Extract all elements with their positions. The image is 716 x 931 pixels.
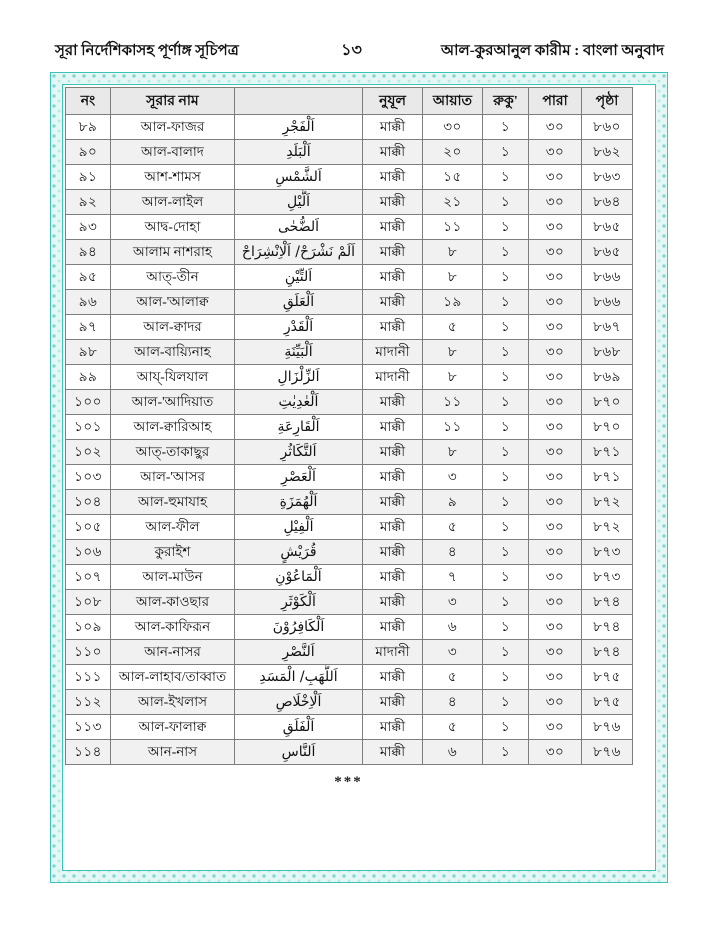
ruku-count-cell: ১ — [483, 615, 529, 640]
ruku-count-cell: ১ — [483, 290, 529, 315]
para-number-cell: ৩০ — [529, 515, 582, 540]
surah-name-bn-cell: আল-ক্বাদর — [111, 315, 235, 340]
table-row — [66, 290, 633, 315]
table-row — [66, 590, 633, 615]
ayat-count-cell: ৫ — [423, 515, 483, 540]
header-surah-name: সূরার নাম — [111, 88, 235, 115]
ruku-count-cell: ১ — [483, 515, 529, 540]
para-number-cell: ৩০ — [529, 540, 582, 565]
surah-name-bn-cell: আল-বালাদ — [111, 140, 235, 165]
surah-index-table — [65, 87, 633, 765]
surah-name-bn-cell: আল-'আলাক্ব — [111, 290, 235, 315]
para-number-cell: ৩০ — [529, 715, 582, 740]
header-page-number: পৃষ্ঠা — [582, 88, 633, 115]
revelation-place-cell: মাক্কী — [363, 540, 423, 565]
surah-number-cell: ১০৬ — [66, 540, 111, 565]
page-number-cell: ৮৬৬ — [582, 290, 633, 315]
table-row — [66, 515, 633, 540]
surah-number-cell: ৮৯ — [66, 115, 111, 140]
revelation-place-cell: মাক্কী — [363, 590, 423, 615]
header-para-number: পারা — [529, 88, 582, 115]
table-row — [66, 490, 633, 515]
page-number-cell: ৮৭৫ — [582, 665, 633, 690]
revelation-place-cell: মাক্কী — [363, 215, 423, 240]
ruku-count-cell: ১ — [483, 165, 529, 190]
surah-name-ar-cell: اَلْقَارِعَةِ — [235, 415, 363, 440]
surah-name-ar-cell: اَلْهُمَزَةِ — [235, 490, 363, 515]
para-number-cell: ৩০ — [529, 365, 582, 390]
page-number-cell: ৮৬৫ — [582, 240, 633, 265]
ayat-count-cell: ২০ — [423, 140, 483, 165]
surah-number-cell: ৯২ — [66, 190, 111, 215]
surah-name-bn-cell: কুরাইশ — [111, 540, 235, 565]
surah-name-bn-cell: আশ-শামস — [111, 165, 235, 190]
page-number-cell: ৮৬৩ — [582, 165, 633, 190]
revelation-place-cell: মাক্কী — [363, 240, 423, 265]
surah-name-bn-cell: আল-ফালাক্ব — [111, 715, 235, 740]
ruku-count-cell: ১ — [483, 740, 529, 765]
ayat-count-cell: ২১ — [423, 190, 483, 215]
para-number-cell: ৩০ — [529, 665, 582, 690]
ayat-count-cell: ৯ — [423, 490, 483, 515]
ruku-count-cell: ১ — [483, 265, 529, 290]
revelation-place-cell: মাক্কী — [363, 565, 423, 590]
header-ruku-count: রুকু' — [483, 88, 529, 115]
surah-name-bn-cell: আল-ফীল — [111, 515, 235, 540]
surah-name-bn-cell: আল-'আসর — [111, 465, 235, 490]
surah-number-cell: ১০১ — [66, 415, 111, 440]
revelation-place-cell: মাক্কী — [363, 265, 423, 290]
surah-number-cell: ৯৭ — [66, 315, 111, 340]
table-row — [66, 540, 633, 565]
surah-number-cell: ১০৪ — [66, 490, 111, 515]
table-row — [66, 690, 633, 715]
surah-name-bn-cell: আল-ইখলাস — [111, 690, 235, 715]
page-number-cell: ৮৭৪ — [582, 640, 633, 665]
table-row — [66, 265, 633, 290]
para-number-cell: ৩০ — [529, 340, 582, 365]
surah-name-bn-cell: আল-ক্বারিআহ — [111, 415, 235, 440]
surah-name-ar-cell: اَلْمَاعُوْنِ — [235, 565, 363, 590]
ayat-count-cell: ১১ — [423, 390, 483, 415]
surah-name-ar-cell: اَلَمْ نَشْرَحْ/ اَلْاِنْشِرَاحْ — [235, 240, 363, 265]
table-row — [66, 665, 633, 690]
table-row — [66, 115, 633, 140]
revelation-place-cell: মাক্কী — [363, 315, 423, 340]
para-number-cell: ৩০ — [529, 315, 582, 340]
page-number-cell: ৮৭৬ — [582, 715, 633, 740]
ayat-count-cell: ১৫ — [423, 165, 483, 190]
surah-number-cell: ১১৩ — [66, 715, 111, 740]
revelation-place-cell: মাক্কী — [363, 390, 423, 415]
ruku-count-cell: ১ — [483, 190, 529, 215]
ayat-count-cell: ১৯ — [423, 290, 483, 315]
surah-number-cell: ১০৫ — [66, 515, 111, 540]
ayat-count-cell: ১১ — [423, 215, 483, 240]
table-row — [66, 740, 633, 765]
header-ayat-count: আয়াত — [423, 88, 483, 115]
surah-name-bn-cell: আত্-তীন — [111, 265, 235, 290]
surah-number-cell: ৯৮ — [66, 340, 111, 365]
surah-name-bn-cell: আল-কাওছার — [111, 590, 235, 615]
surah-name-bn-cell: আল-লাইল — [111, 190, 235, 215]
running-head-left-title: সূরা নির্দেশিকাসহ পূর্ণাঙ্গ সূচিপত্র — [55, 43, 239, 59]
running-head-right-title: আল-কুরআনুল কারীম : বাংলা অনুবাদ — [441, 43, 664, 59]
revelation-place-cell: মাক্কী — [363, 415, 423, 440]
surah-number-cell: ৯৫ — [66, 265, 111, 290]
page-number-cell: ৮৬৭ — [582, 315, 633, 340]
para-number-cell: ৩০ — [529, 265, 582, 290]
surah-number-cell: ১১১ — [66, 665, 111, 690]
surah-number-cell: ৯১ — [66, 165, 111, 190]
surah-name-ar-cell: اَلنَّصْرِ — [235, 640, 363, 665]
ayat-count-cell: ৩ — [423, 465, 483, 490]
revelation-place-cell: মাদানী — [363, 340, 423, 365]
para-number-cell: ৩০ — [529, 590, 582, 615]
page-number: ১৩ — [341, 42, 362, 59]
surah-name-ar-cell: اَلَّيْلِ — [235, 190, 363, 215]
surah-name-ar-cell: اَلْاِخْلَاصِ — [235, 690, 363, 715]
surah-name-bn-cell: আত্-তাকাছুর — [111, 440, 235, 465]
table-row — [66, 390, 633, 415]
table-header-row — [66, 88, 633, 115]
para-number-cell: ৩০ — [529, 740, 582, 765]
ruku-count-cell: ১ — [483, 565, 529, 590]
para-number-cell: ৩০ — [529, 440, 582, 465]
surah-name-ar-cell: اَللَّهَبِ/ الْمَسَدِ — [235, 665, 363, 690]
surah-number-cell: ১০৭ — [66, 565, 111, 590]
table-row — [66, 440, 633, 465]
surah-name-ar-cell: اَلْكَافِرُوْنَ — [235, 615, 363, 640]
ayat-count-cell: ৩০ — [423, 115, 483, 140]
revelation-place-cell: মাক্কী — [363, 290, 423, 315]
surah-name-bn-cell: আল-লাহাব/তাব্বাত — [111, 665, 235, 690]
surah-name-ar-cell: اَلْفَلَقِ — [235, 715, 363, 740]
surah-number-cell: ১০৮ — [66, 590, 111, 615]
page-number-cell: ৮৬৫ — [582, 215, 633, 240]
para-number-cell: ৩০ — [529, 690, 582, 715]
surah-number-cell: ৯৩ — [66, 215, 111, 240]
page-number-cell: ৮৭২ — [582, 490, 633, 515]
surah-name-ar-cell: اَلضُّحٰى — [235, 215, 363, 240]
ruku-count-cell: ১ — [483, 440, 529, 465]
revelation-place-cell: মাক্কী — [363, 690, 423, 715]
surah-name-ar-cell: اَلْقَدْرِ — [235, 315, 363, 340]
surah-number-cell: ১১৪ — [66, 740, 111, 765]
surah-name-bn-cell: আন-নাসর — [111, 640, 235, 665]
para-number-cell: ৩০ — [529, 240, 582, 265]
ayat-count-cell: ১১ — [423, 415, 483, 440]
page-number-cell: ৮৭২ — [582, 515, 633, 540]
revelation-place-cell: মাক্কী — [363, 115, 423, 140]
para-number-cell: ৩০ — [529, 490, 582, 515]
surah-name-bn-cell: আলাম নাশরাহ — [111, 240, 235, 265]
para-number-cell: ৩০ — [529, 390, 582, 415]
para-number-cell: ৩০ — [529, 140, 582, 165]
page-number-cell: ৮৬০ — [582, 115, 633, 140]
surah-name-bn-cell: আল-হুমাযাহ — [111, 490, 235, 515]
para-number-cell: ৩০ — [529, 290, 582, 315]
page-number-cell: ৮৭৪ — [582, 615, 633, 640]
surah-number-cell: ১০৯ — [66, 615, 111, 640]
surah-name-bn-cell: আল-মাউন — [111, 565, 235, 590]
ayat-count-cell: ৪ — [423, 540, 483, 565]
revelation-place-cell: মাক্কী — [363, 140, 423, 165]
para-number-cell: ৩০ — [529, 165, 582, 190]
ayat-count-cell: ৮ — [423, 265, 483, 290]
ruku-count-cell: ১ — [483, 215, 529, 240]
revelation-place-cell: মাক্কী — [363, 715, 423, 740]
revelation-place-cell: মাদানী — [363, 365, 423, 390]
surah-number-cell: ১১২ — [66, 690, 111, 715]
section-end-mark: *** — [334, 774, 363, 790]
page-number-cell: ৮৭০ — [582, 390, 633, 415]
page-number-cell: ৮৭১ — [582, 465, 633, 490]
page-number-cell: ৮৭৩ — [582, 540, 633, 565]
surah-name-bn-cell: আদ্ব-দোহা — [111, 215, 235, 240]
ruku-count-cell: ১ — [483, 240, 529, 265]
para-number-cell: ৩০ — [529, 190, 582, 215]
surah-index-content — [65, 87, 632, 791]
surah-name-ar-cell: اَلْفِيْلِ — [235, 515, 363, 540]
ruku-count-cell: ১ — [483, 315, 529, 340]
surah-name-ar-cell: اَلْعَصْرِ — [235, 465, 363, 490]
page-number-cell: ৮৬৯ — [582, 365, 633, 390]
revelation-place-cell: মাক্কী — [363, 165, 423, 190]
surah-name-ar-cell: اَلْعَلَقِ — [235, 290, 363, 315]
surah-name-ar-cell: اَلْفَجْرِ — [235, 115, 363, 140]
ayat-count-cell: ৮ — [423, 240, 483, 265]
page-number-cell: ৮৭৪ — [582, 590, 633, 615]
header-arabic-name — [235, 88, 363, 115]
ruku-count-cell: ১ — [483, 115, 529, 140]
para-number-cell: ৩০ — [529, 565, 582, 590]
ayat-count-cell: ৭ — [423, 565, 483, 590]
running-head — [55, 36, 664, 64]
ayat-count-cell: ৮ — [423, 365, 483, 390]
page-number-cell: ৮৭৩ — [582, 565, 633, 590]
surah-number-cell: ৯৪ — [66, 240, 111, 265]
surah-name-ar-cell: اَلزِّلْزَالِ — [235, 365, 363, 390]
table-row — [66, 165, 633, 190]
table-row — [66, 365, 633, 390]
para-number-cell: ৩০ — [529, 465, 582, 490]
ruku-count-cell: ১ — [483, 340, 529, 365]
surah-name-ar-cell: اَلتِّيْنِ — [235, 265, 363, 290]
page-number-cell: ৮৬২ — [582, 140, 633, 165]
table-row — [66, 140, 633, 165]
surah-number-cell: ৯৬ — [66, 290, 111, 315]
surah-name-ar-cell: اَلْعٰدِيٰتِ — [235, 390, 363, 415]
table-row — [66, 615, 633, 640]
ruku-count-cell: ১ — [483, 540, 529, 565]
para-number-cell: ৩০ — [529, 115, 582, 140]
table-row — [66, 190, 633, 215]
para-number-cell: ৩০ — [529, 415, 582, 440]
surah-number-cell: ১০২ — [66, 440, 111, 465]
header-revelation: নুযূল — [363, 88, 423, 115]
ruku-count-cell: ১ — [483, 365, 529, 390]
surah-name-ar-cell: قُرَيْشٍ — [235, 540, 363, 565]
ayat-count-cell: ৬ — [423, 740, 483, 765]
table-row — [66, 465, 633, 490]
page-number-cell: ৮৬৪ — [582, 190, 633, 215]
para-number-cell: ৩০ — [529, 215, 582, 240]
header-number: নং — [66, 88, 111, 115]
surah-name-ar-cell: اَلْبَيِّنَةِ — [235, 340, 363, 365]
revelation-place-cell: মাক্কী — [363, 465, 423, 490]
surah-number-cell: ৯৯ — [66, 365, 111, 390]
ayat-count-cell: ৮ — [423, 440, 483, 465]
ayat-count-cell: ৫ — [423, 315, 483, 340]
surah-name-ar-cell: اَلْكَوْثَرِ — [235, 590, 363, 615]
ayat-count-cell: ৩ — [423, 590, 483, 615]
decorative-border-frame — [50, 72, 668, 883]
table-row — [66, 315, 633, 340]
page-number-cell: ৮৭১ — [582, 440, 633, 465]
surah-name-bn-cell: আন-নাস — [111, 740, 235, 765]
ruku-count-cell: ১ — [483, 390, 529, 415]
surah-name-ar-cell: اَلنَّاسِ — [235, 740, 363, 765]
ayat-count-cell: ৬ — [423, 615, 483, 640]
surah-name-ar-cell: اَلتَّكَاثُرِ — [235, 440, 363, 465]
ayat-count-cell: ৮ — [423, 340, 483, 365]
surah-name-bn-cell: আল-বায়্যিনাহ — [111, 340, 235, 365]
ruku-count-cell: ১ — [483, 590, 529, 615]
page-number-cell: ৮৬৬ — [582, 265, 633, 290]
ayat-count-cell: ৫ — [423, 715, 483, 740]
revelation-place-cell: মাক্কী — [363, 740, 423, 765]
frame-inner-area — [62, 84, 656, 871]
surah-number-cell: ১০৩ — [66, 465, 111, 490]
page-number-cell: ৮৭৫ — [582, 690, 633, 715]
table-row — [66, 415, 633, 440]
table-row — [66, 715, 633, 740]
page-number-cell: ৮৬৮ — [582, 340, 633, 365]
table-row — [66, 340, 633, 365]
ruku-count-cell: ১ — [483, 640, 529, 665]
para-number-cell: ৩০ — [529, 640, 582, 665]
table-row — [66, 215, 633, 240]
table-row — [66, 640, 633, 665]
surah-number-cell: ১০০ — [66, 390, 111, 415]
ruku-count-cell: ১ — [483, 140, 529, 165]
surah-name-bn-cell: আল-ফাজর — [111, 115, 235, 140]
ayat-count-cell: ৪ — [423, 690, 483, 715]
surah-name-ar-cell: اَلشَّمْسِ — [235, 165, 363, 190]
revelation-place-cell: মাক্কী — [363, 515, 423, 540]
ayat-count-cell: ৫ — [423, 665, 483, 690]
surah-name-ar-cell: اَلْبَلَدِ — [235, 140, 363, 165]
ayat-count-cell: ৩ — [423, 640, 483, 665]
ruku-count-cell: ১ — [483, 465, 529, 490]
para-number-cell: ৩০ — [529, 615, 582, 640]
surah-number-cell: ৯০ — [66, 140, 111, 165]
revelation-place-cell: মাদানী — [363, 640, 423, 665]
ruku-count-cell: ১ — [483, 715, 529, 740]
revelation-place-cell: মাক্কী — [363, 665, 423, 690]
revelation-place-cell: মাক্কী — [363, 490, 423, 515]
revelation-place-cell: মাক্কী — [363, 440, 423, 465]
surah-name-bn-cell: আল-কাফিরূন — [111, 615, 235, 640]
ruku-count-cell: ১ — [483, 415, 529, 440]
page-number-cell: ৮৭৬ — [582, 740, 633, 765]
surah-number-cell: ১১০ — [66, 640, 111, 665]
revelation-place-cell: মাক্কী — [363, 190, 423, 215]
page-number-cell: ৮৭০ — [582, 415, 633, 440]
surah-name-bn-cell: আল-'আদিয়াত — [111, 390, 235, 415]
ruku-count-cell: ১ — [483, 665, 529, 690]
table-row — [66, 565, 633, 590]
ruku-count-cell: ১ — [483, 490, 529, 515]
surah-name-bn-cell: আয্-যিলযাল — [111, 365, 235, 390]
revelation-place-cell: মাক্কী — [363, 615, 423, 640]
table-row — [66, 240, 633, 265]
ruku-count-cell: ১ — [483, 690, 529, 715]
